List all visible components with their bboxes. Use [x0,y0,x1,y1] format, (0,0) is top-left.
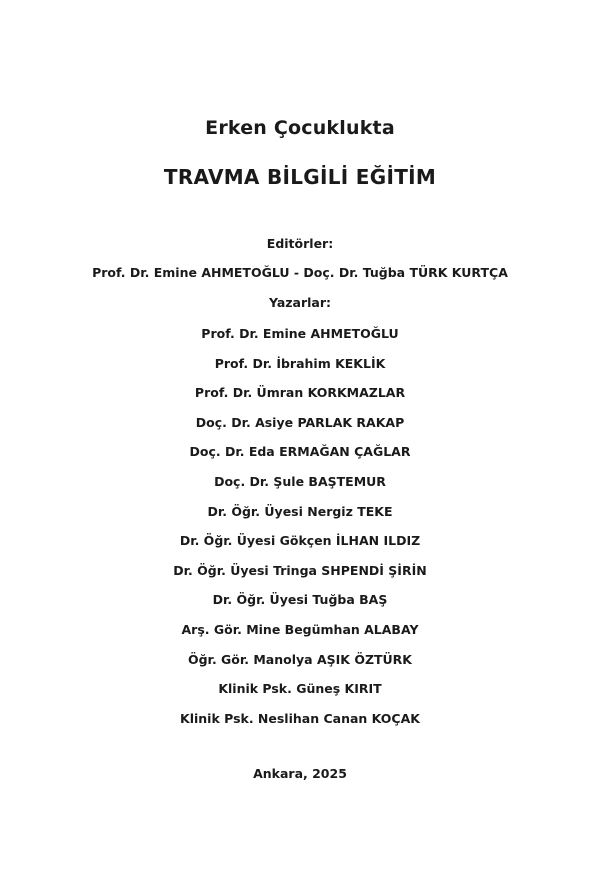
author-name: Dr. Öğr. Üyesi Nergiz TEKE [207,503,393,519]
author-name: Prof. Dr. İbrahim KEKLİK [214,355,386,371]
author-name: Prof. Dr. Ümran KORKMAZLAR [194,385,406,401]
book-subtitle: Erken Çocuklukta [205,117,395,139]
author-list [0,319,600,733]
author-name: Dr. Öğr. Üyesi Tuğba BAŞ [212,592,388,608]
author-name: Dr. Öğr. Üyesi Gökçen İLHAN ILDIZ [179,533,421,549]
author-name: Klinik Psk. Güneş KIRIT [218,681,382,697]
author-name: Klinik Psk. Neslihan Canan KOÇAK [180,710,420,726]
book-title: TRAVMA BİLGİLİ EĞİTİM [163,165,437,189]
author-name: Arş. Gör. Mine Begümhan ALABAY [181,621,419,637]
author-name: Doç. Dr. Şule BAŞTEMUR [214,473,386,489]
authors-label: Yazarlar: [268,295,332,310]
editors-label: Editörler: [266,236,334,251]
author-name: Doç. Dr. Asiye PARLAK RAKAP [195,414,405,430]
editors-names: Prof. Dr. Emine AHMETOĞLU - Doç. Dr. Tuğba TÜRK KURTÇA [92,265,508,280]
author-name: Dr. Öğr. Üyesi Tringa SHPENDİ ŞİRİN [173,562,427,578]
author-name: Doç. Dr. Eda ERMAĞAN ÇAĞLAR [189,444,411,460]
author-name: Öğr. Gör. Manolya AŞIK ÖZTÜRK [187,651,412,667]
author-name: Prof. Dr. Emine AHMETOĞLU [201,326,399,341]
place-and-year: Ankara, 2025 [253,766,347,781]
